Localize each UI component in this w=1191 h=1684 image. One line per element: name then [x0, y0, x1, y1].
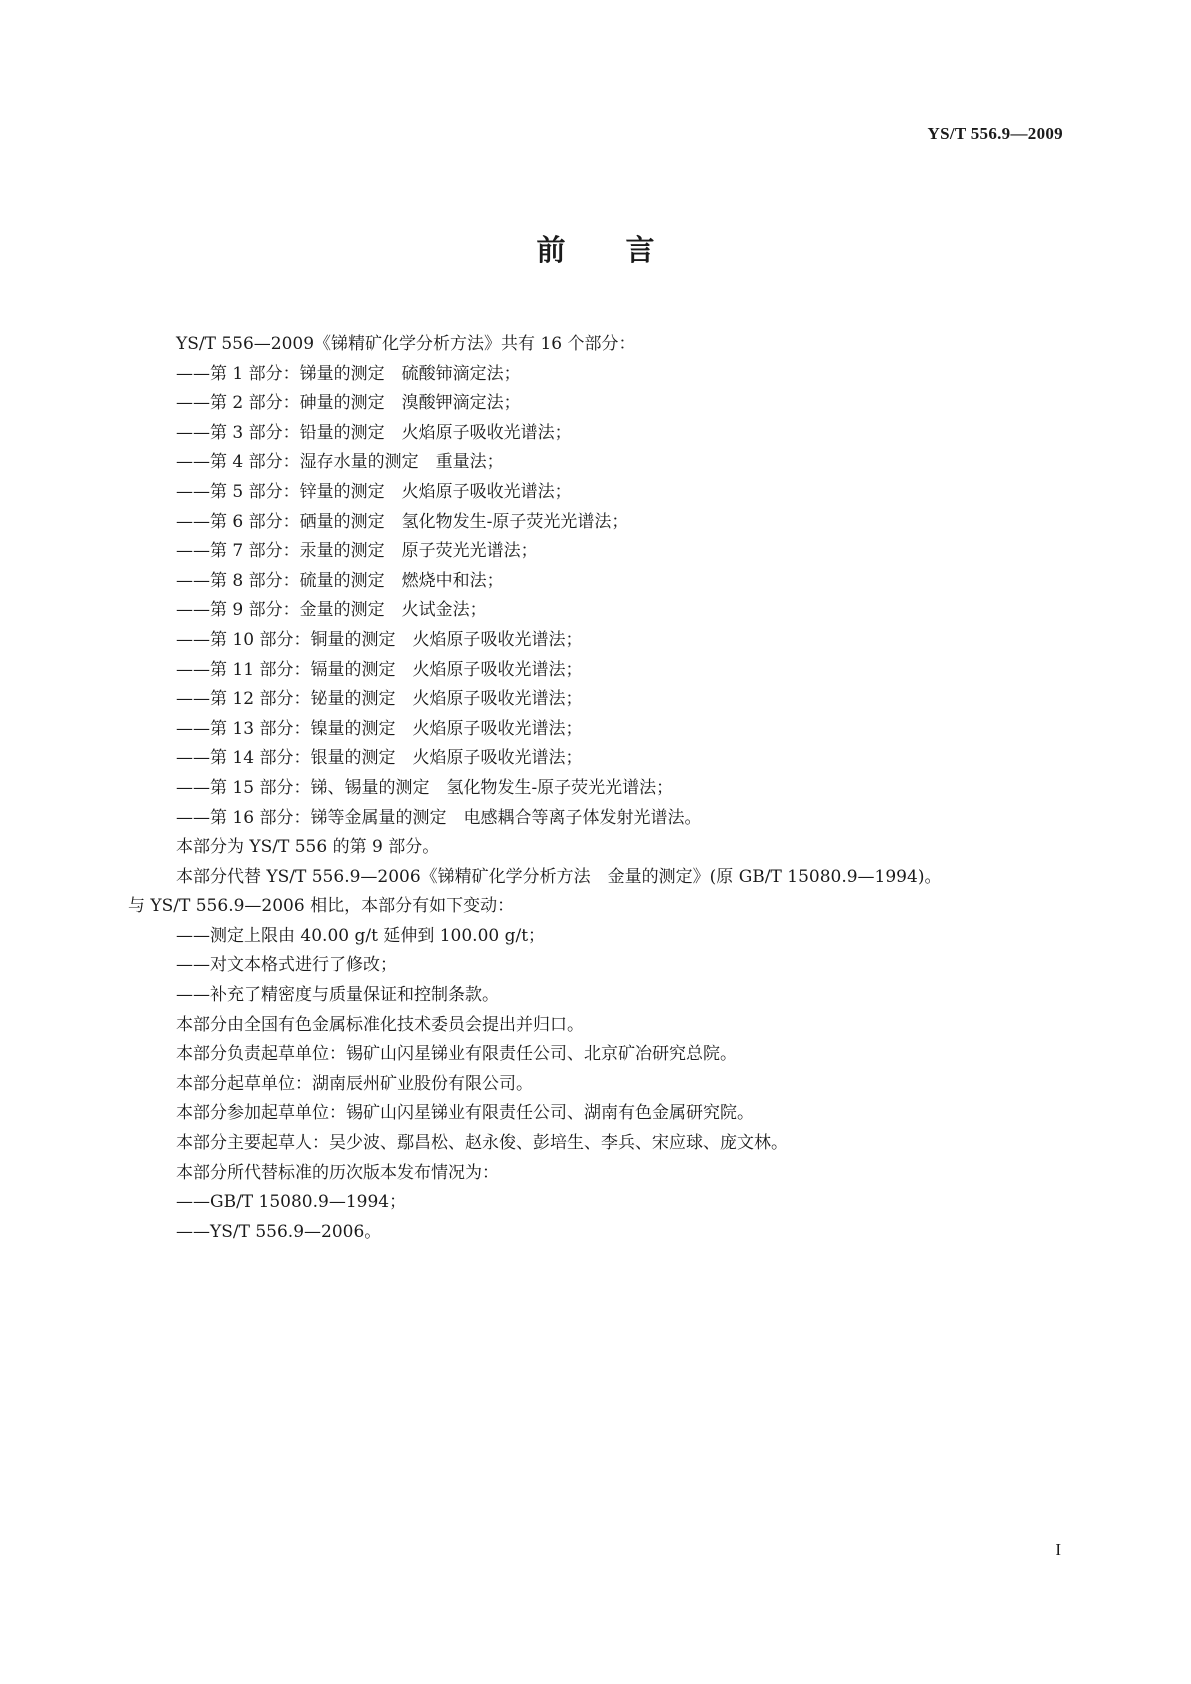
this-part-paragraph: 本部分为 YS/T 556 的第 9 部分。 — [176, 837, 440, 858]
drafter-paragraph: 本部分起草单位：湖南辰州矿业股份有限公司。 — [176, 1073, 533, 1094]
list-item: ——第 1 部分：锑量的测定 硫酸铈滴定法； — [176, 363, 521, 384]
list-item: ——第 4 部分：湿存水量的测定 重量法； — [176, 452, 504, 473]
main-drafters-paragraph: 本部分主要起草人：吴少波、鄢昌松、赵永俊、彭培生、李兵、宋应球、庞文林。 — [176, 1133, 788, 1154]
list-item: ——第 5 部分：锌量的测定 火焰原子吸收光谱法； — [176, 481, 572, 502]
list-item: ——测定上限由 40.00 g/t 延伸到 100.00 g/t； — [176, 925, 546, 946]
list-item: ——第 6 部分：硒量的测定 氢化物发生-原子荧光光谱法； — [176, 511, 629, 532]
list-item: ——第 3 部分：铅量的测定 火焰原子吸收光谱法； — [176, 422, 572, 443]
list-item: ——YS/T 556.9—2006。 — [176, 1221, 382, 1242]
replaces-paragraph-line1: 本部分代替 YS/T 556.9—2006《锑精矿化学分析方法 金量的测定》(原 GB/T 15080.9—1994)。 — [176, 866, 942, 887]
page-title: 前言 — [536, 233, 715, 267]
participating-drafter-paragraph: 本部分参加起草单位：锡矿山闪星锑业有限责任公司、湖南有色金属研究院。 — [176, 1103, 754, 1124]
list-item: ——GB/T 15080.9—1994； — [176, 1192, 407, 1213]
list-item: ——补充了精密度与质量保证和控制条款。 — [176, 985, 499, 1006]
list-item: ——第 13 部分：镍量的测定 火焰原子吸收光谱法； — [176, 718, 583, 739]
list-item: ——第 14 部分：银量的测定 火焰原子吸收光谱法； — [176, 748, 583, 769]
list-item: ——第 10 部分：铜量的测定 火焰原子吸收光谱法； — [176, 629, 583, 650]
list-item: ——第 16 部分：锑等金属量的测定 电感耦合等离子体发射光谱法。 — [176, 807, 702, 828]
replaces-paragraph-line2: 与 YS/T 556.9—2006 相比，本部分有如下变动： — [128, 896, 515, 917]
history-list — [128, 1188, 1068, 1247]
standard-number: YS/T 556.9—2009 — [927, 124, 1063, 143]
list-item: ——第 7 部分：汞量的测定 原子荧光光谱法； — [176, 541, 538, 562]
list-item: ——第 12 部分：铋量的测定 火焰原子吸收光谱法； — [176, 689, 583, 710]
list-item: ——第 8 部分：硫量的测定 燃烧中和法； — [176, 570, 504, 591]
list-item: ——第 2 部分：砷量的测定 溴酸钾滴定法； — [176, 393, 521, 414]
intro-paragraph: YS/T 556—2009《锑精矿化学分析方法》共有 16 个部分： — [176, 334, 636, 354]
list-item: ——对文本格式进行了修改； — [176, 955, 397, 976]
list-item: ——第 15 部分：锑、锡量的测定 氢化物发生-原子荧光光谱法； — [176, 777, 674, 798]
history-intro-paragraph: 本部分所代替标准的历次版本发布情况为： — [176, 1162, 499, 1183]
committee-paragraph: 本部分由全国有色金属标准化技术委员会提出并归口。 — [176, 1014, 584, 1035]
foreword-body — [128, 330, 1068, 1247]
page-number: I — [1055, 1540, 1061, 1559]
responsible-drafter-paragraph: 本部分负责起草单位：锡矿山闪星锑业有限责任公司、北京矿冶研究总院。 — [176, 1044, 737, 1065]
list-item: ——第 9 部分：金量的测定 火试金法； — [176, 600, 487, 621]
changes-list — [128, 922, 1068, 1011]
parts-list — [128, 360, 1068, 834]
list-item: ——第 11 部分：镉量的测定 火焰原子吸收光谱法； — [176, 659, 583, 680]
